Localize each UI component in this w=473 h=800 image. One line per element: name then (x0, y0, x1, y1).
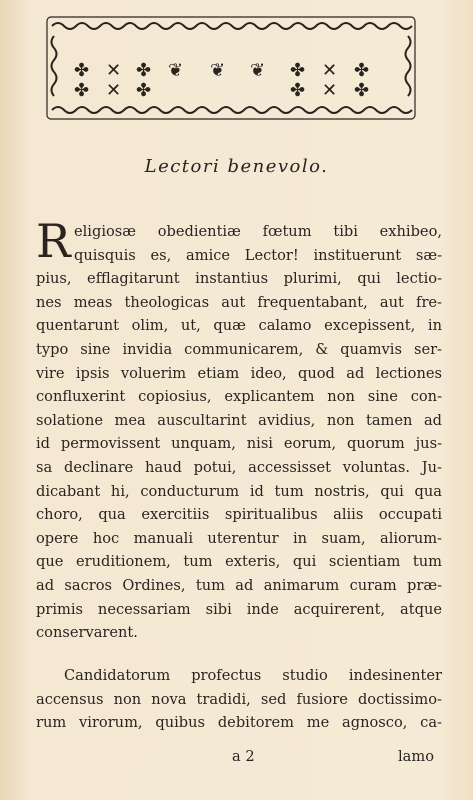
text-line: choro, qua exercitiis spiritualibus aliis occupati (36, 506, 442, 524)
text-line: quisquis es, amice Lector! instituerunt sæ- (74, 246, 442, 264)
text-line: sa declinare haud potui, accessisset voluntas. Ju- (36, 458, 442, 476)
text-line: confluxerint copiosius, explicantem non sine con- (36, 388, 442, 406)
svg-text:✤: ✤ (136, 80, 152, 101)
svg-text:✤: ✤ (354, 60, 370, 81)
page-footer (0, 748, 473, 772)
svg-text:✤: ✤ (290, 60, 306, 81)
svg-text:✕: ✕ (322, 60, 338, 81)
svg-text:✤: ✤ (136, 60, 152, 81)
text-line: vire ipsis voluerim etiam ideo, quod ad lectiones (36, 364, 442, 382)
drop-capital: R (36, 214, 71, 268)
svg-text:✤: ✤ (74, 60, 90, 81)
svg-text:✤: ✤ (74, 80, 90, 101)
signature-mark: a 2 (232, 748, 255, 765)
svg-text:✕: ✕ (106, 60, 122, 81)
text-line: rum virorum, quibus debitorem me agnosco, ca- (36, 714, 442, 732)
text-line: typo sine invidia communicarem, & quamvis ser- (36, 340, 442, 358)
svg-text:❦: ❦ (250, 60, 266, 81)
text-line: nes meas theologicas aut frequentabant, aut fre- (36, 293, 442, 311)
text-line: conservarent. (36, 624, 138, 642)
text-line: primis necessariam sibi inde acquirerent, atque (36, 600, 442, 618)
text-line: Candidatorum profectus studio indesinenter (64, 667, 442, 684)
svg-text:❦: ❦ (168, 60, 184, 81)
svg-text:✕: ✕ (322, 80, 338, 101)
svg-text:❦: ❦ (210, 60, 226, 81)
decorative-border-ornament (44, 14, 418, 122)
svg-text:✤: ✤ (290, 80, 306, 101)
text-line: quentarunt olim, ut, quæ calamo excepissent, in (36, 317, 442, 335)
catchword: lamo (398, 748, 434, 765)
paragraph-2 (36, 664, 442, 735)
paragraph-1 (36, 214, 442, 645)
svg-text:✕: ✕ (106, 80, 122, 101)
text-line: opere hoc manuali uterentur in suam, aliorum- (36, 529, 442, 547)
text-line: ad sacros Ordines, tum ad animarum curam præ- (36, 576, 442, 594)
text-line: que eruditionem, tum exteris, qui scientiam tum (36, 553, 442, 571)
text-line: solatione mea auscultarint avidius, non tamen ad (36, 411, 442, 429)
text-line: id permovissent unquam, nisi eorum, quorum jus- (36, 435, 442, 453)
text-line: accensus non nova tradidi, sed fusiore doctissimo- (36, 690, 442, 708)
page-heading: Lectori benevolo. (144, 156, 329, 177)
text-line: pius, efflagitarunt instantius plurimi, qui lectio- (36, 270, 442, 288)
text-line: eligiosæ obedientiæ fœtum tibi exhibeo, (74, 223, 442, 240)
svg-text:✤: ✤ (354, 80, 370, 101)
text-line: dicabant hi, conducturum id tum nostris, qui qua (36, 482, 442, 500)
